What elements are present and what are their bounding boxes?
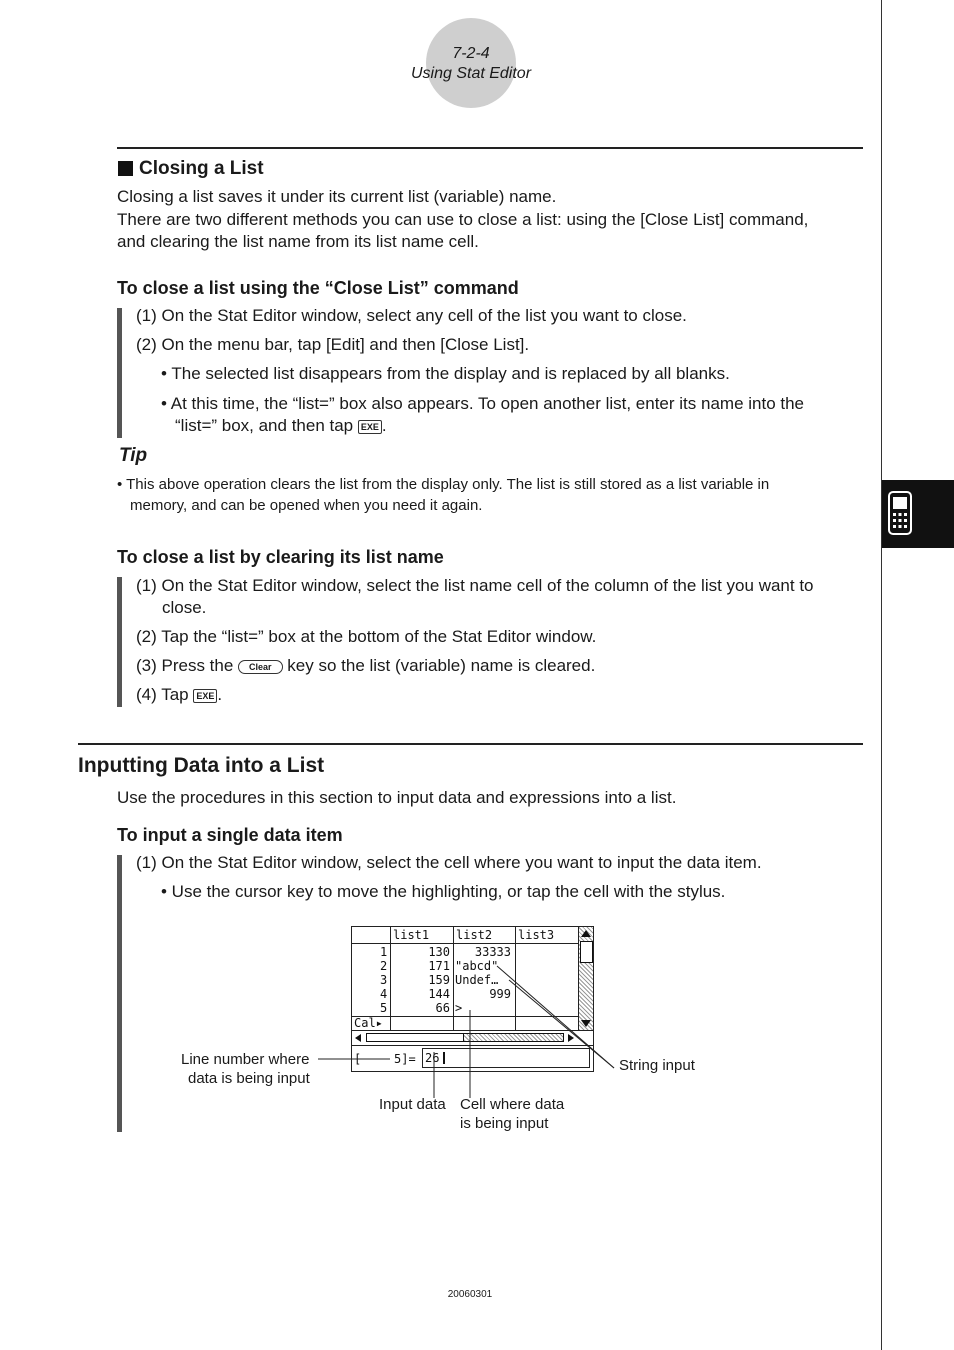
entry-index: 5]= bbox=[394, 1052, 416, 1066]
stat-editor-screen bbox=[351, 926, 594, 1072]
section-rule bbox=[78, 743, 863, 745]
callout-line-number: data is being input bbox=[188, 1070, 310, 1087]
scroll-track[interactable] bbox=[366, 1033, 564, 1042]
procedure-bar bbox=[117, 308, 122, 438]
entry-prefix: [ bbox=[354, 1052, 362, 1066]
table-cell[interactable]: 66 bbox=[435, 1001, 450, 1015]
square-bullet-icon bbox=[118, 161, 133, 176]
step-text: (4) Tap bbox=[136, 685, 189, 704]
row-number: 1 bbox=[380, 945, 388, 959]
table-cell[interactable]: 171 bbox=[428, 959, 450, 973]
vertical-scrollbar[interactable] bbox=[579, 927, 593, 1030]
section-heading: Inputting Data into a List bbox=[78, 754, 325, 777]
page-number: 7-2-4 bbox=[452, 45, 490, 62]
table-cell[interactable]: > bbox=[455, 1001, 463, 1015]
cal-button[interactable]: Cal▸ bbox=[354, 1016, 383, 1030]
exe-key-icon: EXE bbox=[358, 420, 382, 434]
calculator-icon bbox=[887, 490, 913, 536]
scroll-left-icon[interactable] bbox=[355, 1034, 361, 1042]
bullet: • Use the cursor key to move the highlighting, or tap the cell with the stylus. bbox=[161, 882, 726, 901]
bullet: • The selected list disappears from the display and is replaced by all blanks. bbox=[161, 364, 730, 383]
step: (2) Tap the “list=” box at the bottom of the Stat Editor window. bbox=[136, 627, 597, 646]
paragraph: Closing a list saves it under its current list (variable) name. bbox=[117, 187, 557, 206]
period: . bbox=[217, 685, 223, 704]
footer-code: 20060301 bbox=[447, 1289, 493, 1300]
bullet-text: “list=” box, and then tap bbox=[175, 416, 354, 435]
section-rule bbox=[117, 147, 863, 149]
step: (1) On the Stat Editor window, select the cell where you want to input the data item. bbox=[136, 853, 762, 872]
table-cell[interactable]: Undef… bbox=[455, 973, 499, 987]
row-number: 5 bbox=[380, 1001, 388, 1015]
step: (1) On the Stat Editor window, select the list name cell of the column of the list you want to bbox=[136, 576, 814, 595]
scroll-down-icon[interactable] bbox=[581, 1020, 591, 1027]
callout-string-input: String input bbox=[619, 1057, 695, 1074]
paragraph: Use the procedures in this section to input data and expressions into a list. bbox=[117, 788, 677, 807]
step-text: (3) Press the bbox=[136, 656, 234, 675]
margin-line bbox=[881, 0, 882, 1350]
procedure-title: To close a list by clearing its list name bbox=[117, 547, 444, 567]
column-header[interactable]: list3 bbox=[518, 928, 555, 942]
exe-key-icon: EXE bbox=[193, 689, 217, 703]
table-cell[interactable]: 144 bbox=[428, 987, 450, 1001]
bullet: • At this time, the “list=” box also appears. To open another list, enter its name into the bbox=[161, 394, 805, 413]
step-text: key so the list (variable) name is cleared. bbox=[287, 656, 596, 675]
period: . bbox=[381, 416, 387, 435]
step: close. bbox=[162, 598, 207, 617]
horizontal-scrollbar[interactable] bbox=[352, 1031, 578, 1045]
callout-cell: Cell where data bbox=[460, 1096, 565, 1113]
table-cell[interactable]: "abcd" bbox=[455, 959, 499, 973]
step bbox=[136, 684, 222, 706]
entry-value: 26 bbox=[425, 1051, 440, 1065]
scroll-thumb[interactable] bbox=[367, 1034, 464, 1041]
table-cell[interactable]: 159 bbox=[428, 973, 450, 987]
column-header[interactable]: list1 bbox=[393, 928, 430, 942]
clear-key-icon: Clear bbox=[238, 660, 283, 674]
column-header[interactable]: list2 bbox=[456, 928, 493, 942]
paragraph: and clearing the list name from its list name cell. bbox=[117, 232, 479, 251]
tip-text: memory, and can be opened when you need it again. bbox=[130, 497, 483, 514]
chapter-tab bbox=[882, 480, 954, 548]
scroll-up-icon[interactable] bbox=[581, 930, 591, 937]
subsection-heading: Closing a List bbox=[139, 158, 264, 179]
tip-text: • This above operation clears the list from the display only. The list is still stored as a list variable in bbox=[117, 476, 770, 493]
table-cell[interactable]: 999 bbox=[489, 987, 511, 1001]
cursor bbox=[443, 1052, 445, 1064]
callout-input-data: Input data bbox=[379, 1096, 446, 1113]
scroll-thumb[interactable] bbox=[580, 941, 593, 963]
bullet-continued bbox=[175, 415, 387, 437]
row-number: 2 bbox=[380, 959, 388, 973]
section-title: Using Stat Editor bbox=[410, 65, 532, 82]
callout-cell: is being input bbox=[460, 1115, 549, 1132]
step: (1) On the Stat Editor window, select any cell of the list you want to close. bbox=[136, 306, 687, 325]
tip-label: Tip bbox=[119, 445, 148, 466]
procedure-title: To input a single data item bbox=[117, 825, 343, 845]
step bbox=[136, 655, 595, 677]
procedure-bar bbox=[117, 577, 122, 707]
table-cell[interactable]: 33333 bbox=[474, 945, 511, 959]
entry-box[interactable] bbox=[422, 1048, 590, 1068]
row-number: 3 bbox=[380, 973, 388, 987]
callout-line-number: Line number where bbox=[181, 1051, 310, 1068]
row-number: 4 bbox=[380, 987, 388, 1001]
scroll-right-icon[interactable] bbox=[568, 1034, 574, 1042]
table-cell[interactable]: 130 bbox=[428, 945, 450, 959]
procedure-bar bbox=[117, 855, 122, 1132]
step: (2) On the menu bar, tap [Edit] and then [Close List]. bbox=[136, 335, 530, 354]
procedure-title: To close a list using the “Close List” command bbox=[117, 278, 519, 298]
paragraph: There are two different methods you can use to close a list: using the [Close List] command, bbox=[117, 210, 809, 229]
